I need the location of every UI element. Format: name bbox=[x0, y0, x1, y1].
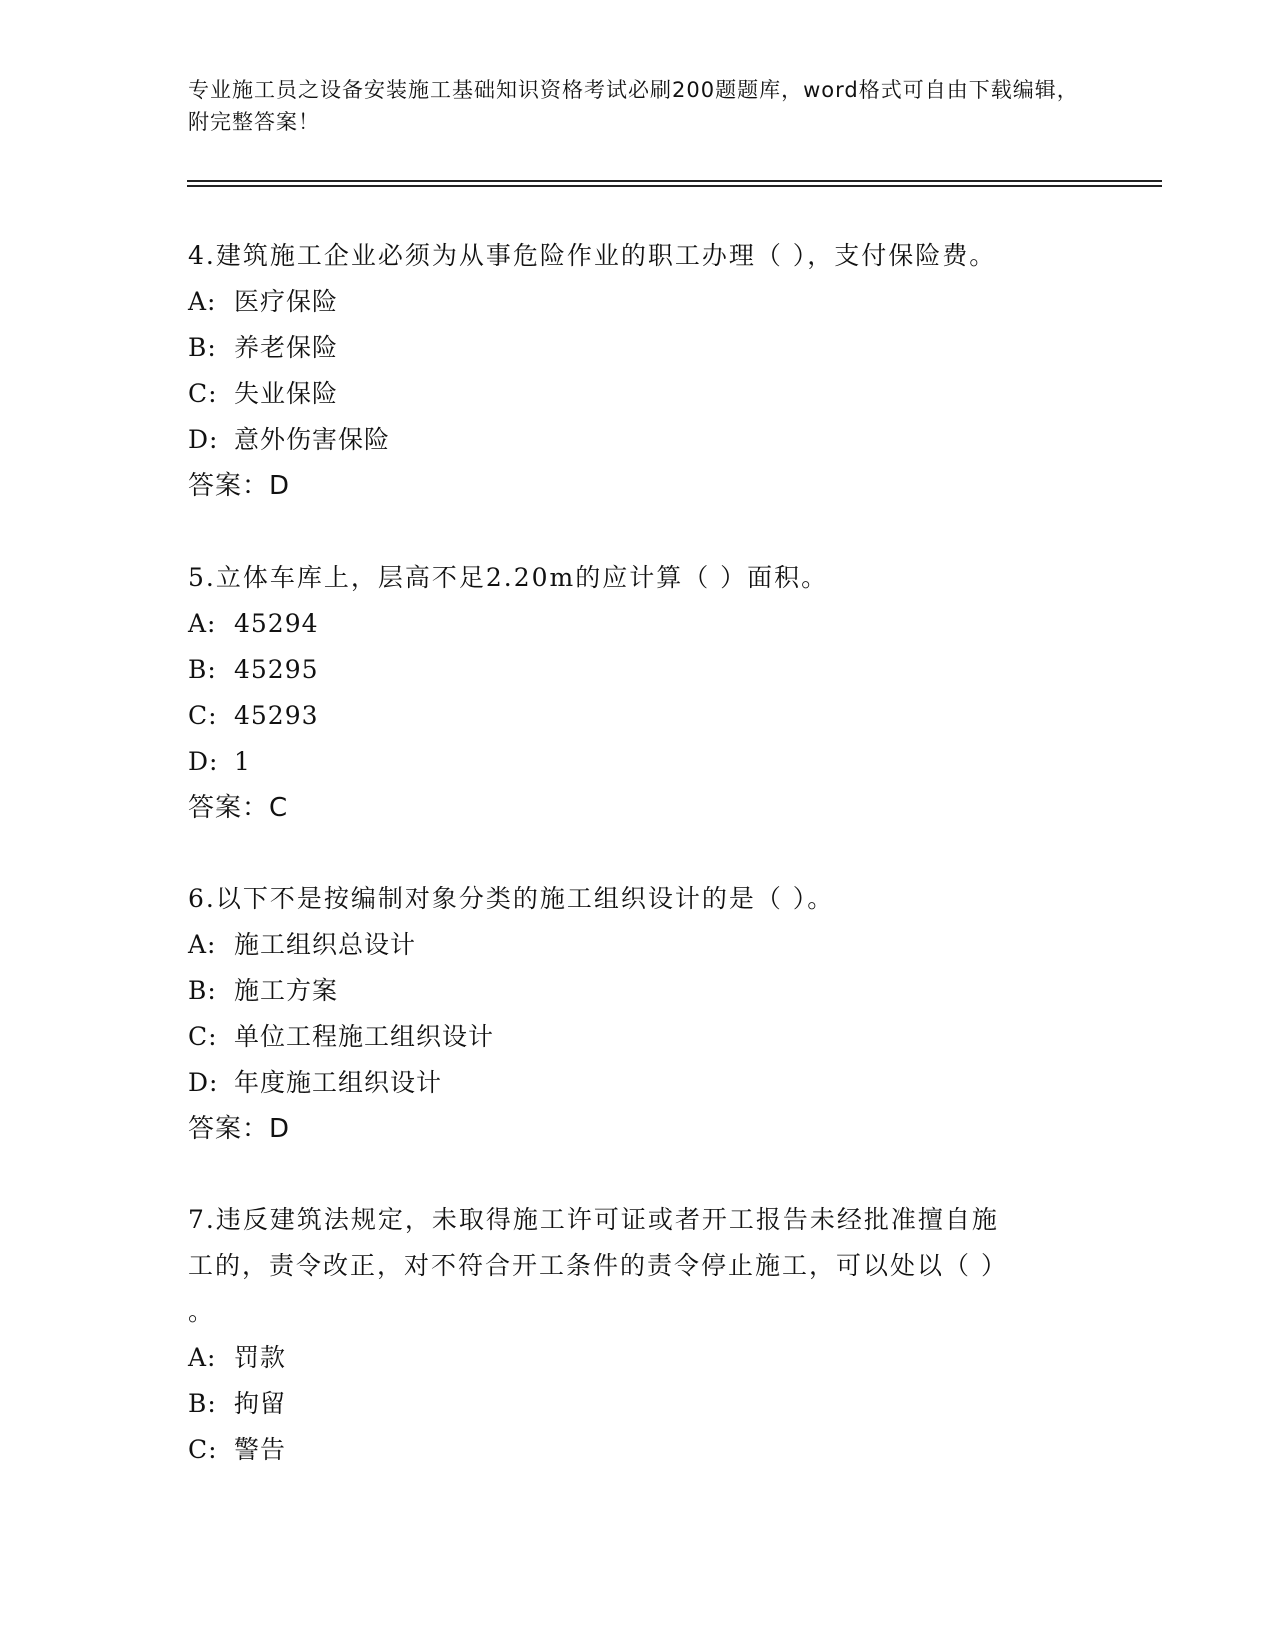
question-stem: 4.建筑施工企业必须为从事危险作业的职工办理（ ），支付保险费。 bbox=[188, 241, 997, 270]
option-letter: C: bbox=[188, 1022, 218, 1051]
option-c bbox=[188, 371, 1088, 417]
option-text: 失业保险 bbox=[234, 379, 339, 408]
option-d bbox=[188, 1060, 1088, 1106]
option-letter: A: bbox=[188, 609, 217, 638]
header-divider-bottom bbox=[187, 185, 1162, 187]
option-c bbox=[188, 1427, 1088, 1473]
option-letter: A: bbox=[188, 1343, 217, 1372]
option-text: 1 bbox=[234, 747, 251, 776]
question-4 bbox=[188, 233, 1088, 509]
option-c bbox=[188, 1014, 1088, 1060]
option-d bbox=[188, 417, 1088, 463]
header-divider-top bbox=[187, 180, 1162, 182]
option-letter: C: bbox=[188, 701, 218, 730]
option-text: 拘留 bbox=[234, 1389, 287, 1418]
option-d bbox=[188, 739, 1088, 785]
answer-line: 答案：C bbox=[188, 793, 289, 823]
option-letter: B: bbox=[188, 333, 217, 362]
option-text: 年度施工组织设计 bbox=[234, 1068, 443, 1097]
option-b bbox=[188, 968, 1088, 1014]
question-5 bbox=[188, 555, 1088, 831]
question-stem: 6.以下不是按编制对象分类的施工组织设计的是（ ）。 bbox=[188, 884, 835, 913]
option-letter: B: bbox=[188, 655, 217, 684]
option-letter: B: bbox=[188, 1389, 217, 1418]
option-text: 施工组织总设计 bbox=[234, 930, 417, 959]
option-b bbox=[188, 647, 1088, 693]
option-b bbox=[188, 1381, 1088, 1427]
option-letter: D: bbox=[188, 425, 219, 454]
answer-line: 答案：D bbox=[188, 1114, 291, 1144]
answer-line: 答案：D bbox=[188, 471, 291, 501]
question-6 bbox=[188, 876, 1088, 1152]
option-letter: D: bbox=[188, 747, 219, 776]
option-text: 罚款 bbox=[234, 1343, 287, 1372]
option-b bbox=[188, 325, 1088, 371]
document-title: 专业施工员之设备安装施工基础知识资格考试必刷200题题库，word格式可自由下载编辑，附完整答案！ bbox=[188, 78, 1079, 134]
option-text: 45294 bbox=[234, 609, 319, 638]
option-a bbox=[188, 601, 1088, 647]
option-letter: A: bbox=[188, 930, 217, 959]
option-text: 单位工程施工组织设计 bbox=[234, 1022, 495, 1051]
option-text: 45293 bbox=[234, 701, 319, 730]
option-letter: D: bbox=[188, 1068, 219, 1097]
option-text: 45295 bbox=[234, 655, 319, 684]
option-text: 警告 bbox=[234, 1435, 287, 1464]
question-7 bbox=[188, 1197, 1088, 1473]
option-letter: C: bbox=[188, 379, 218, 408]
option-text: 养老保险 bbox=[234, 333, 339, 362]
question-stem-line-3: 。 bbox=[188, 1297, 216, 1326]
question-stem-line-1: 7.违反建筑法规定，未取得施工许可证或者开工报告未经批准擅自施 bbox=[188, 1205, 999, 1234]
option-letter: C: bbox=[188, 1435, 218, 1464]
option-a bbox=[188, 279, 1088, 325]
option-text: 施工方案 bbox=[234, 976, 339, 1005]
document-header bbox=[188, 74, 1088, 138]
option-a bbox=[188, 922, 1088, 968]
question-stem-line-2: 工的，责令改正，对不符合开工条件的责令停止施工，可以处以（ ） bbox=[188, 1251, 1008, 1280]
option-letter: A: bbox=[188, 287, 217, 316]
option-text: 意外伤害保险 bbox=[234, 425, 391, 454]
option-text: 医疗保险 bbox=[234, 287, 339, 316]
option-letter: B: bbox=[188, 976, 217, 1005]
question-stem: 5.立体车库上，层高不足2.20m的应计算（ ）面积。 bbox=[188, 563, 829, 592]
option-c bbox=[188, 693, 1088, 739]
option-a bbox=[188, 1335, 1088, 1381]
